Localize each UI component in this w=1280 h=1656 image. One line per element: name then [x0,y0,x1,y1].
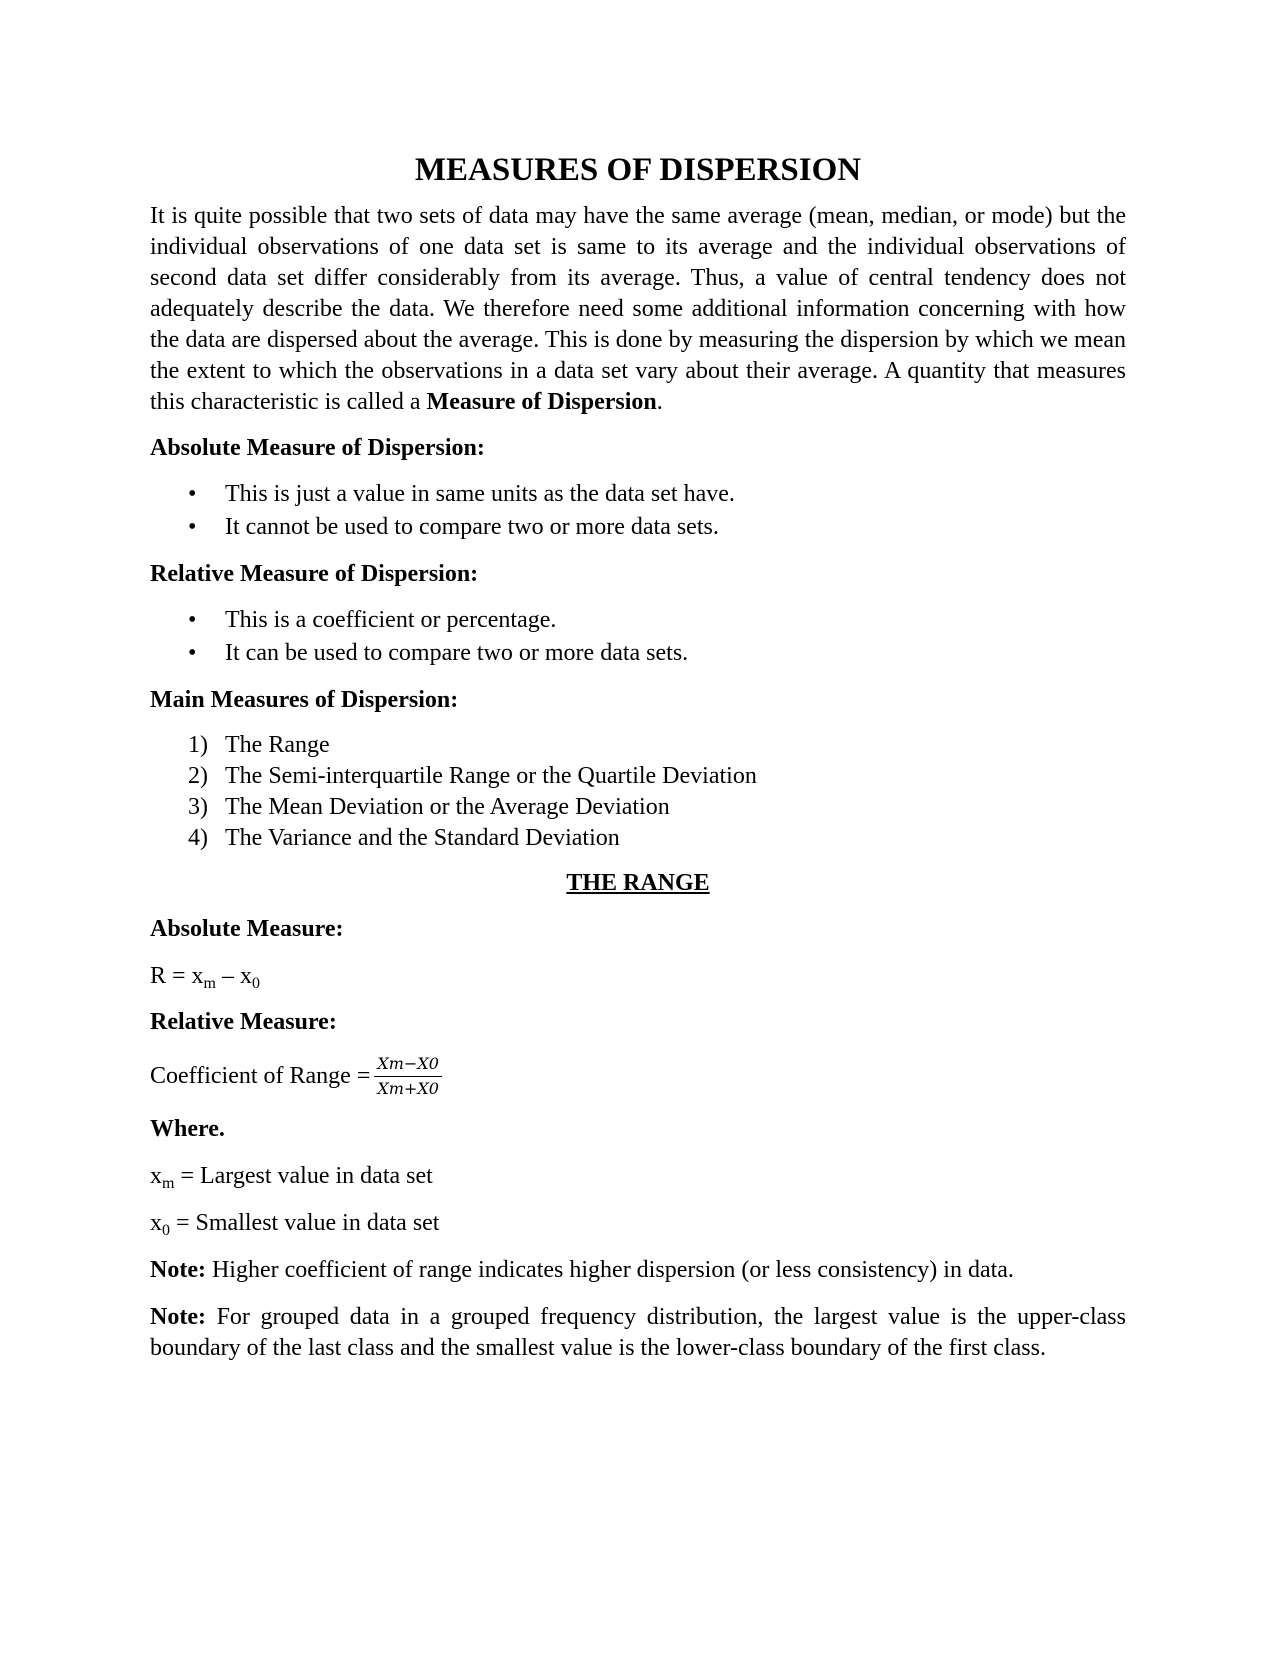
bullet-icon: • [188,514,197,540]
definition-text: = Largest value in data set [174,1163,433,1189]
note-1 [150,1255,1126,1286]
list-number: 1) [188,732,208,758]
list-item [150,823,1126,854]
coefficient-formula [150,1054,1126,1099]
note-text: Higher coefficient of range indicates higher dispersion (or less consistency) in data. [205,1257,1014,1283]
list-item-text: The Semi-interquartile Range or the Quartile Deviation [225,763,757,789]
definition-var: x [150,1210,162,1236]
list-item-text: This is just a value in same units as the data set have. [225,481,735,507]
main-measures-heading: Main Measures of Dispersion: [150,687,459,713]
fraction-numerator: Xm−X0 [374,1054,442,1077]
intro-end: . [656,389,663,415]
definition-smallest [150,1208,1126,1239]
definition-largest [150,1161,1126,1192]
intro-bold-term: Measure of Dispersion [426,389,657,415]
note-2 [150,1302,1126,1364]
bullet-icon: • [188,640,197,666]
absolute-measure-heading: Absolute Measure of Dispersion: [150,435,485,461]
note-text: For grouped data in a grouped frequency distribution, the largest value is the upper-class boundary of the last class and the smallest value is the lower-class boundary of the first class. [150,1304,1126,1361]
range-section-heading: THE RANGE [566,870,710,896]
range-formula [150,961,1126,992]
definition-var: x [150,1163,162,1189]
bullet-icon: • [188,607,197,633]
note-label: Note: [150,1304,206,1330]
list-item [150,792,1126,823]
document-content [150,148,1126,1364]
list-item-text: The Range [225,732,330,758]
list-item-text: It cannot be used to compare two or more data sets. [225,514,719,540]
note-label: Note: [150,1257,206,1283]
definition-text: = Smallest value in data set [170,1210,440,1236]
list-item [150,511,1126,544]
relative-measure-heading: Relative Measure of Dispersion: [150,561,479,587]
absolute-measure-list [150,478,1126,544]
list-item [150,730,1126,761]
formula-lhs: R = x [150,963,204,989]
relative-measure-subheading: Relative Measure: [150,1009,337,1035]
list-item [150,761,1126,792]
relative-measure-list [150,604,1126,670]
definition-sub: m [162,1175,175,1192]
coefficient-label: Coefficient of Range = [150,1063,371,1089]
intro-text: It is quite possible that two sets of data may have the same average (mean, median, or mode) but the individual observations of one data set is same to its average and the individual observations of second data set differ considerably from its average. Thus, a value of central tendency does not adequately describe the data. We therefore need some additional information concerning with how the data are dispersed about the average. This is done by measuring the dispersion by which we mean the extent to which the observations in a data set vary about their average. A quantity that measures this characteristic is called a [150,203,1126,415]
where-heading: Where. [150,1116,225,1142]
list-item [150,637,1126,670]
definition-sub: 0 [162,1222,170,1239]
page-title: MEASURES OF DISPERSION [414,152,862,188]
list-item [150,604,1126,637]
list-item-text: The Variance and the Standard Deviation [225,825,620,851]
list-item-text: It can be used to compare two or more data sets. [225,640,689,666]
fraction-denominator: Xm+X0 [377,1079,439,1098]
formula-minus: – x [216,963,252,989]
main-measures-list [150,730,1126,854]
list-number: 2) [188,763,208,789]
formula-sub-0: 0 [252,975,260,992]
list-item-text: This is a coefficient or percentage. [225,607,557,633]
intro-paragraph [150,201,1126,418]
list-number: 3) [188,794,208,820]
coefficient-fraction [374,1054,442,1099]
bullet-icon: • [188,481,197,507]
list-item [150,478,1126,511]
list-item-text: The Mean Deviation or the Average Deviation [225,794,670,820]
list-number: 4) [188,825,208,851]
formula-sub-m: m [203,975,216,992]
absolute-measure-subheading: Absolute Measure: [150,916,344,942]
